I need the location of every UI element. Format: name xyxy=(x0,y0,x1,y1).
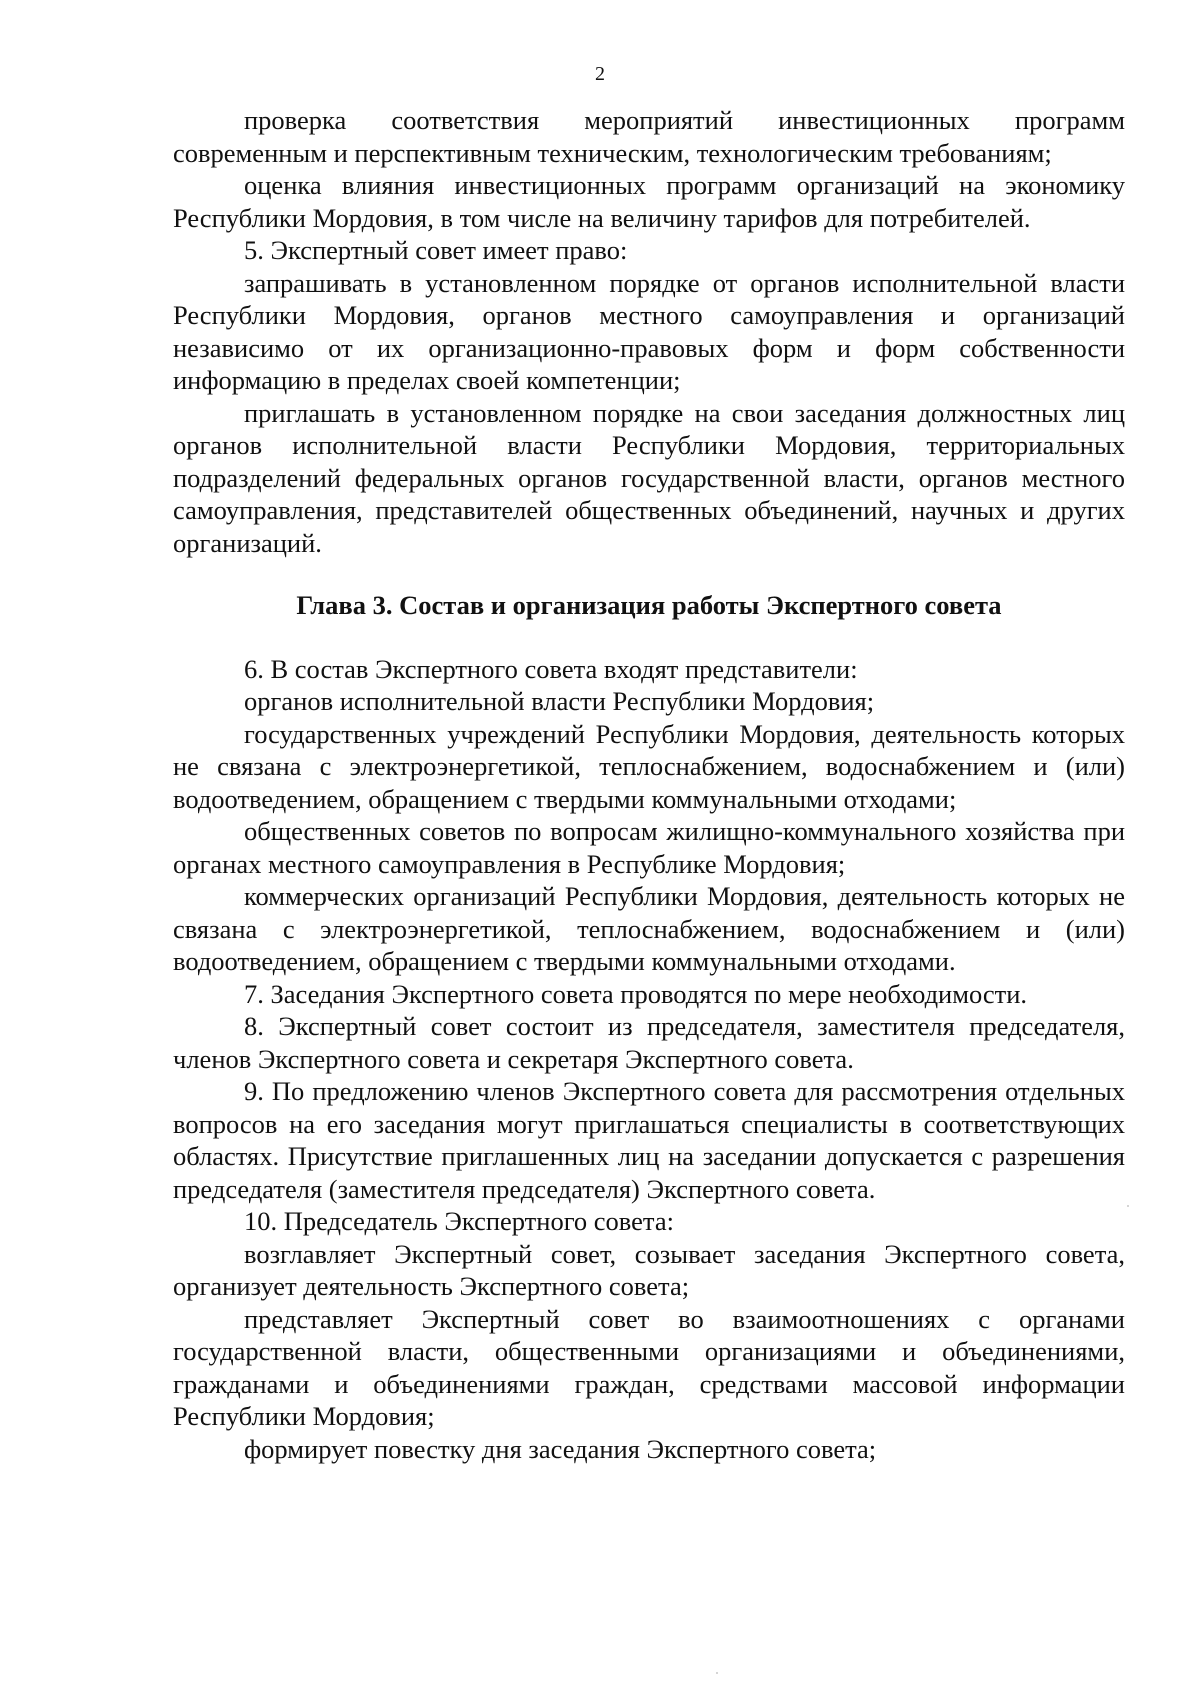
document-body xyxy=(173,104,1125,1465)
paragraph-chairman-represents: представляет Экспертный совет во взаимоотношениях с органами государственной власти, общественными организациями и объединениями, гражданами и объединениями граждан, средствами массовой информации Республики Мордовия; xyxy=(173,1303,1125,1431)
paragraph-state-institutions: государственных учреждений Республики Мордовия, деятельность которых не связана с электроэнергетикой, теплоснабжением, водоснабжением и (или) водоотведением, обращением с твердыми коммунальными отходами; xyxy=(173,718,1125,814)
paragraph-chairman-leads: возглавляет Экспертный совет, созывает заседания Экспертного совета, организует деятельность Экспертного совета; xyxy=(173,1238,1125,1301)
paragraph-item-8: 8. Экспертный совет состоит из председателя, заместителя председателя, членов Экспертного совета и секретаря Экспертного совета. xyxy=(173,1011,1125,1074)
page-number: 2 xyxy=(595,63,605,85)
paragraph-commercial-organizations: коммерческих организаций Республики Мордовия, деятельность которых не связана с электроэнергетикой, теплоснабжением, водоснабжением и (или) водоотведением, обращением с твердыми коммунальными отходами. xyxy=(173,881,1125,976)
paragraph-item-6: 6. В состав Экспертного совета входят представители: xyxy=(244,653,858,684)
paragraph-public-councils: общественных советов по вопросам жилищно-коммунального хозяйства при органах местного самоуправления в Республике Мордовия; xyxy=(173,816,1125,879)
chapter-heading: Глава 3. Состав и организация работы Экспертного совета xyxy=(296,590,1002,620)
paragraph-invite-officials: приглашать в установленном порядке на свои заседания должностных лиц органов исполнительной власти Республики Мордовия, территориальных подразделений федеральных органов государственной власти, органов местного самоуправления, представителей общественных объединений, научных и других организаций. xyxy=(173,397,1125,558)
paragraph-item-9: 9. По предложению членов Экспертного совета для рассмотрения отдельных вопросов на его заседания могут приглашаться специалисты в соответствующих областях. Присутствие приглашенных лиц на заседании допускается с разрешения председателя (заместителя председателя) Экспертного совета. xyxy=(173,1076,1125,1204)
paragraph-impact-assessment: оценка влияния инвестиционных программ организаций на экономику Республики Мордовия, в том числе на величину тарифов для потребителей. xyxy=(173,170,1125,233)
paragraph-compliance-check: проверка соответствия мероприятий инвестиционных программ современным и перспективным техническим, технологическим требованиям; xyxy=(173,105,1125,168)
paragraph-item-7: 7. Заседания Экспертного совета проводятся по мере необходимости. xyxy=(244,978,1028,1009)
paragraph-executive-bodies: органов исполнительной власти Республики Мордовия; xyxy=(244,686,875,716)
scan-speck xyxy=(1127,1205,1129,1207)
paragraph-chairman-agenda: формирует повестку дня заседания Экспертного совета; xyxy=(244,1433,877,1464)
scan-speck xyxy=(716,1672,718,1674)
paragraph-item-5: 5. Экспертный совет имеет право: xyxy=(244,235,628,265)
paragraph-request-information: запрашивать в установленном порядке от органов исполнительной власти Республики Мордовия, органов местного самоуправления и организаций независимо от их организационно-правовых форм и форм собственности информацию в пределах своей компетенции; xyxy=(173,267,1125,395)
paragraph-item-10: 10. Председатель Экспертного совета: xyxy=(244,1206,674,1236)
